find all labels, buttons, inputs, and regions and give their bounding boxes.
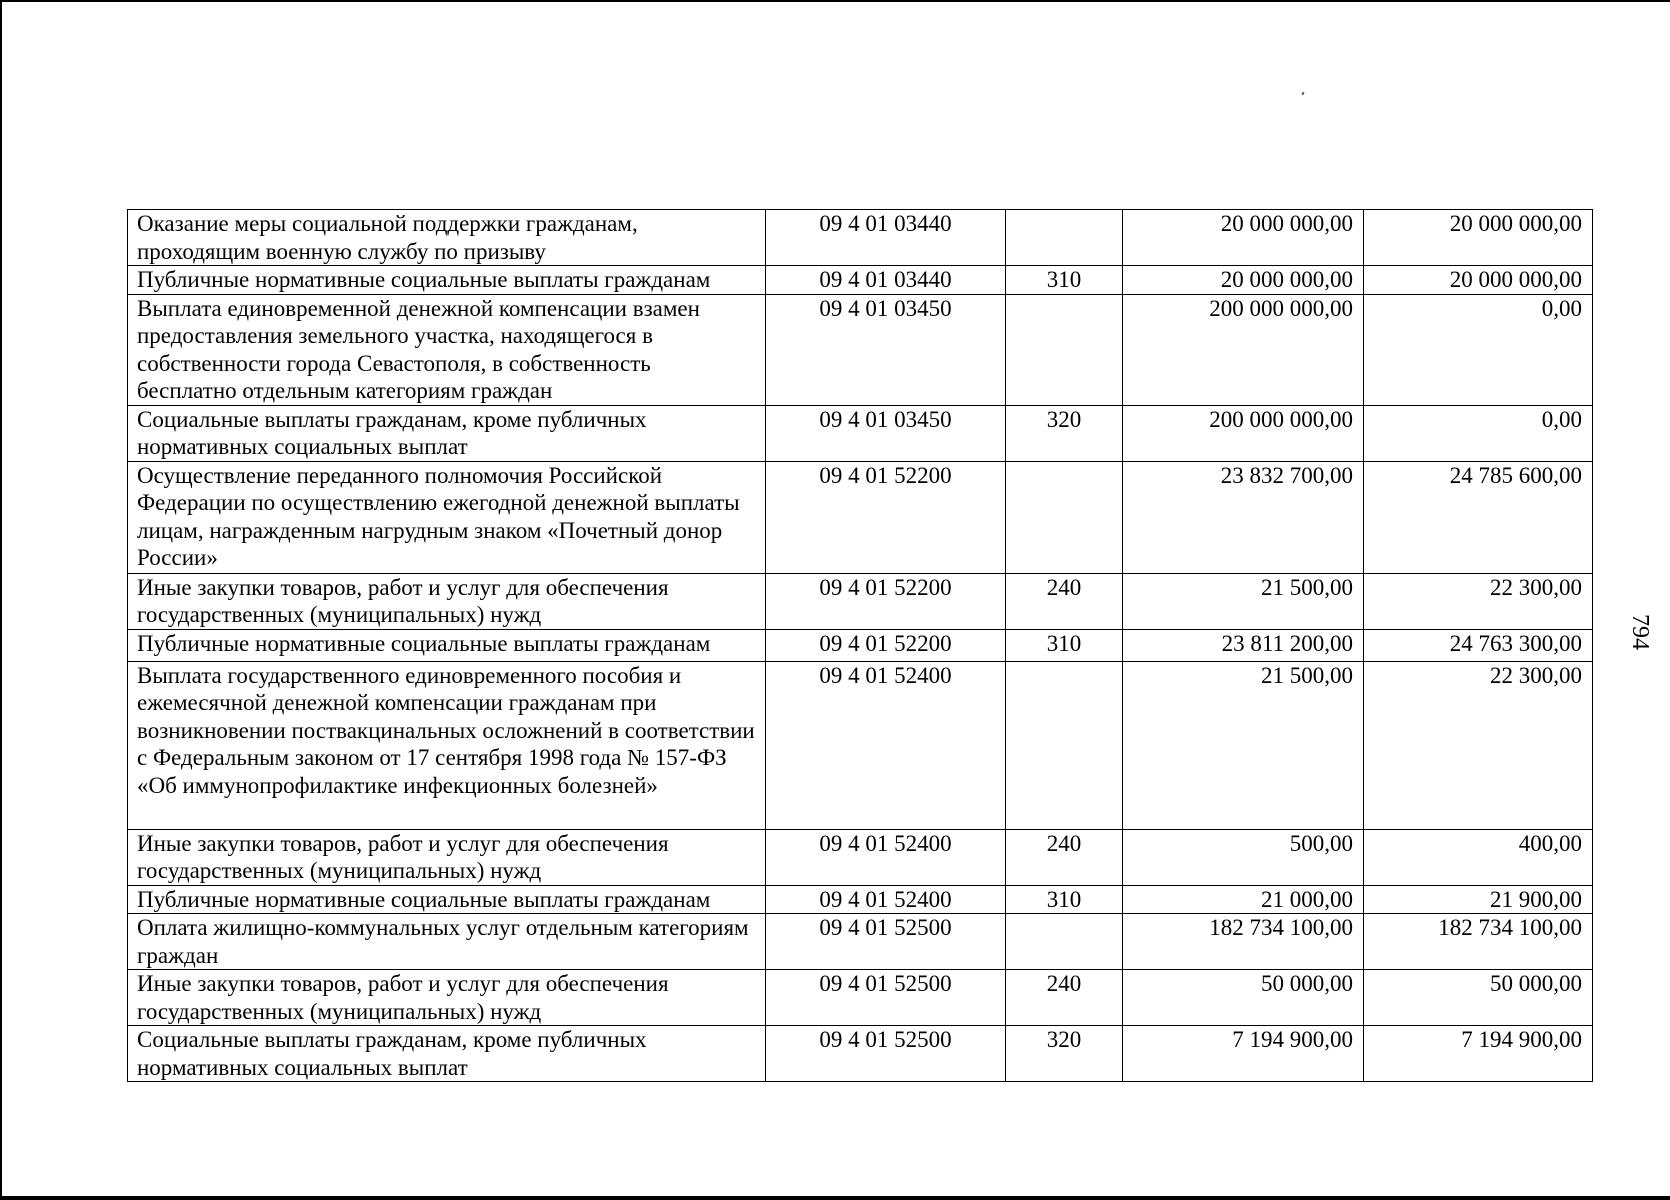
row-name: Иные закупки товаров, работ и услуг для обеспечения государственных (муниципальных) нужд: [128, 970, 766, 1026]
row-target-code: 09 4 01 52400: [766, 885, 1006, 914]
row-target-code: 09 4 01 52500: [766, 970, 1006, 1026]
row-expense-type: [1006, 661, 1123, 829]
table-row: [128, 661, 1593, 829]
row-target-code: 09 4 01 52200: [766, 461, 1006, 573]
row-sum-year-1: 200 000 000,00: [1123, 405, 1364, 461]
row-expense-type: [1006, 210, 1123, 266]
row-sum-year-2: 22 300,00: [1364, 661, 1593, 829]
table-row: [128, 573, 1593, 629]
row-sum-year-1: 20 000 000,00: [1123, 210, 1364, 266]
row-expense-type: [1006, 294, 1123, 405]
row-name: Осуществление переданного полномочия Российской Федерации по осуществлению ежегодной денежной выплаты лицам, награжденным нагрудным знаком «Почетный донор России»: [128, 461, 766, 573]
table-row: [128, 266, 1593, 295]
row-sum-year-2: 21 900,00: [1364, 885, 1593, 914]
row-name: Иные закупки товаров, работ и услуг для обеспечения государственных (муниципальных) нужд: [128, 829, 766, 885]
row-expense-type: [1006, 461, 1123, 573]
row-sum-year-2: 24 785 600,00: [1364, 461, 1593, 573]
row-sum-year-1: 23 832 700,00: [1123, 461, 1364, 573]
row-target-code: 09 4 01 52400: [766, 661, 1006, 829]
row-target-code: 09 4 01 52500: [766, 1026, 1006, 1082]
table-row: [128, 914, 1593, 970]
row-target-code: 09 4 01 03440: [766, 210, 1006, 266]
table-row: [128, 970, 1593, 1026]
row-target-code: 09 4 01 03450: [766, 405, 1006, 461]
row-sum-year-2: 182 734 100,00: [1364, 914, 1593, 970]
scan-edge-left: [0, 0, 2, 1200]
row-target-code: 09 4 01 52400: [766, 829, 1006, 885]
row-name: Социальные выплаты гражданам, кроме публичных нормативных социальных выплат: [128, 1026, 766, 1082]
scan-edge-bottom: [0, 1196, 1670, 1200]
row-sum-year-1: 200 000 000,00: [1123, 294, 1364, 405]
row-name: Публичные нормативные социальные выплаты гражданам: [128, 885, 766, 914]
row-sum-year-1: 21 500,00: [1123, 573, 1364, 629]
table-row: [128, 210, 1593, 266]
row-sum-year-1: 20 000 000,00: [1123, 266, 1364, 295]
budget-table: [127, 209, 1593, 1082]
row-name: Публичные нормативные социальные выплаты гражданам: [128, 629, 766, 661]
row-target-code: 09 4 01 03440: [766, 266, 1006, 295]
row-sum-year-1: 182 734 100,00: [1123, 914, 1364, 970]
row-target-code: 09 4 01 52500: [766, 914, 1006, 970]
row-expense-type: 320: [1006, 405, 1123, 461]
row-expense-type: 240: [1006, 970, 1123, 1026]
row-target-code: 09 4 01 52200: [766, 573, 1006, 629]
row-expense-type: [1006, 914, 1123, 970]
row-sum-year-1: 50 000,00: [1123, 970, 1364, 1026]
budget-table-wrapper: [127, 209, 1592, 1082]
row-name: Оказание меры социальной поддержки гражданам, проходящим военную службу по призыву: [128, 210, 766, 266]
table-row: [128, 829, 1593, 885]
table-row: [128, 294, 1593, 405]
row-target-code: 09 4 01 03450: [766, 294, 1006, 405]
row-sum-year-2: 20 000 000,00: [1364, 210, 1593, 266]
scan-speck: [1301, 92, 1304, 96]
row-sum-year-1: 500,00: [1123, 829, 1364, 885]
row-name: Иные закупки товаров, работ и услуг для обеспечения государственных (муниципальных) нужд: [128, 573, 766, 629]
table-row: [128, 405, 1593, 461]
table-row: [128, 1026, 1593, 1082]
row-name: Выплата единовременной денежной компенсации взамен предоставления земельного участка, находящегося в собственности города Севастополя, в собственность бесплатно отдельным категориям граждан: [128, 294, 766, 405]
row-sum-year-2: 50 000,00: [1364, 970, 1593, 1026]
row-sum-year-1: 7 194 900,00: [1123, 1026, 1364, 1082]
row-sum-year-1: 21 500,00: [1123, 661, 1364, 829]
row-sum-year-2: 20 000 000,00: [1364, 266, 1593, 295]
row-sum-year-2: 7 194 900,00: [1364, 1026, 1593, 1082]
table-row: [128, 885, 1593, 914]
row-expense-type: 240: [1006, 573, 1123, 629]
row-target-code: 09 4 01 52200: [766, 629, 1006, 661]
row-sum-year-2: 400,00: [1364, 829, 1593, 885]
row-sum-year-2: 0,00: [1364, 294, 1593, 405]
row-name: Выплата государственного единовременного пособия и ежемесячной денежной компенсации гражданам при возникновении поствакцинальных осложнений в соответствии с Федеральным законом от 17 сентября 1998 года № 157-ФЗ «Об иммунопрофилактике инфекционных болезней»: [128, 661, 766, 829]
row-sum-year-1: 21 000,00: [1123, 885, 1364, 914]
row-sum-year-2: 0,00: [1364, 405, 1593, 461]
table-row: [128, 461, 1593, 573]
row-expense-type: 320: [1006, 1026, 1123, 1082]
row-expense-type: 240: [1006, 829, 1123, 885]
row-name: Публичные нормативные социальные выплаты гражданам: [128, 266, 766, 295]
page-number: 794: [1627, 614, 1653, 650]
row-expense-type: 310: [1006, 885, 1123, 914]
table-row: [128, 629, 1593, 661]
row-sum-year-2: 24 763 300,00: [1364, 629, 1593, 661]
row-sum-year-2: 22 300,00: [1364, 573, 1593, 629]
row-expense-type: 310: [1006, 629, 1123, 661]
row-name: Социальные выплаты гражданам, кроме публичных нормативных социальных выплат: [128, 405, 766, 461]
scan-edge-top: [0, 0, 1670, 2]
row-name: Оплата жилищно-коммунальных услуг отдельным категориям граждан: [128, 914, 766, 970]
row-expense-type: 310: [1006, 266, 1123, 295]
row-sum-year-1: 23 811 200,00: [1123, 629, 1364, 661]
